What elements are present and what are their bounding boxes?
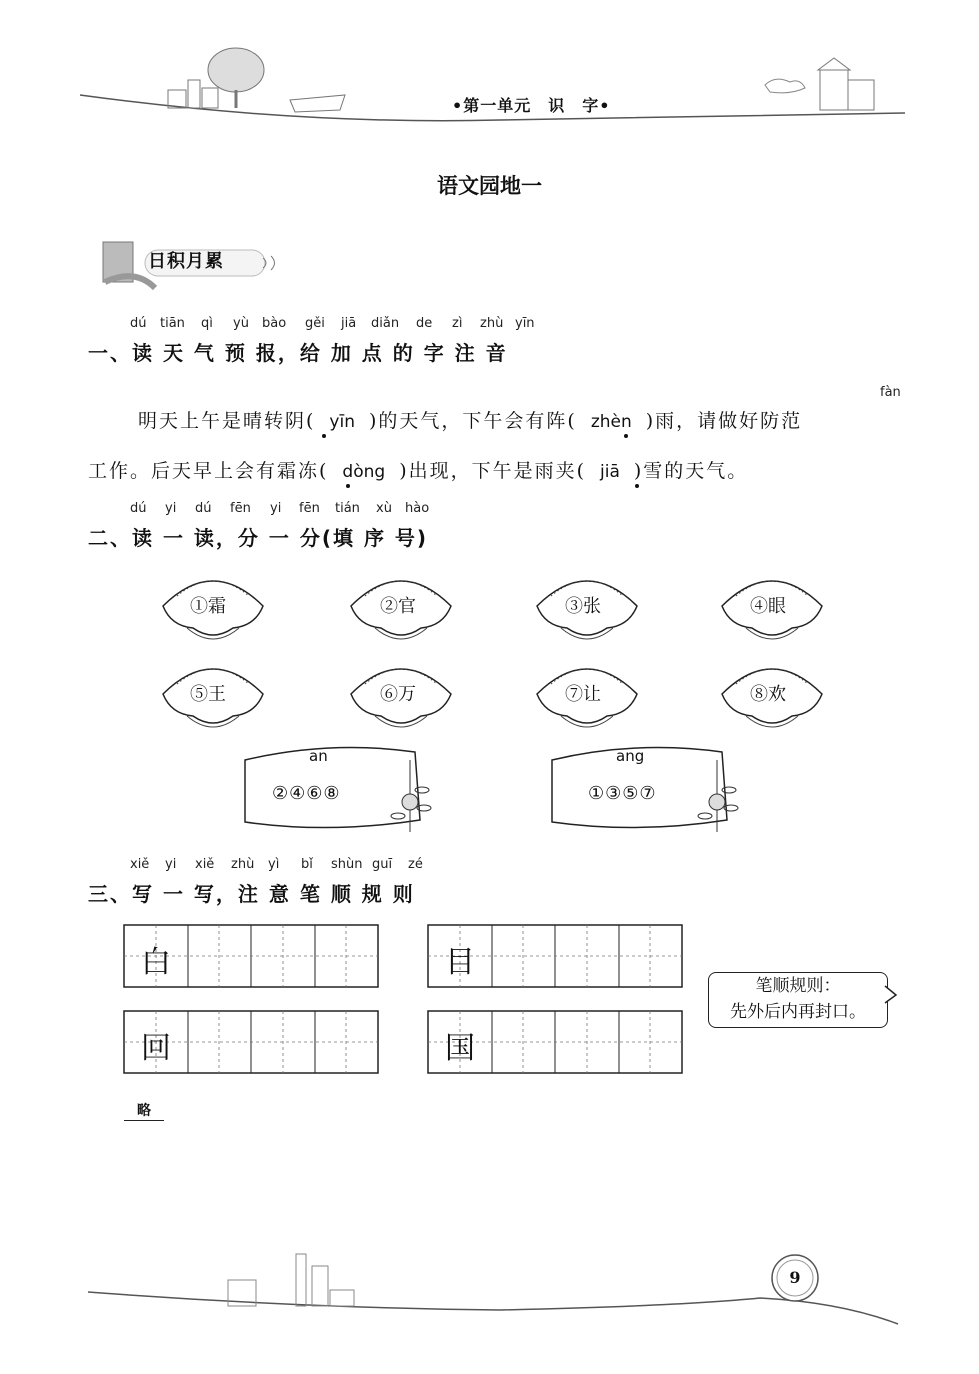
- text: )的天气，下午会有阵(: [368, 410, 577, 432]
- banner-label: 日积月累: [148, 251, 224, 272]
- text: 工作。后天早上会有霜冻(: [88, 460, 329, 482]
- fan-shapes: [0, 560, 979, 740]
- pinyin: zhù: [231, 857, 255, 872]
- pinyin: yù: [233, 316, 249, 331]
- pinyin: jiā: [341, 316, 357, 331]
- q2-title: 二、读 一 读，分 一 分(填 序 号): [88, 526, 429, 550]
- fan-label: ①霜: [190, 596, 226, 617]
- answer-yin: yīn: [329, 412, 355, 432]
- fan-label: ⑧欢: [750, 684, 786, 705]
- practice-char: 国: [445, 1031, 475, 1066]
- pinyin: xiě: [130, 857, 150, 872]
- emphasis-dot: [322, 434, 326, 438]
- footer-decoration: [0, 1240, 979, 1340]
- practice-char: 目: [445, 945, 475, 980]
- pinyin: yi: [165, 501, 177, 516]
- answer-zhen: zhèn: [590, 412, 632, 432]
- pinyin: zì: [452, 316, 463, 331]
- pinyin: diǎn: [371, 316, 400, 331]
- pinyin: bào: [262, 316, 287, 331]
- pinyin: yi: [270, 501, 282, 516]
- pinyin: qì: [201, 316, 213, 331]
- fan-label: ④眼: [750, 596, 786, 617]
- pinyin: yīn: [515, 316, 535, 331]
- oval-pinyin-an: an: [309, 747, 328, 765]
- answer-note: 略: [137, 1103, 151, 1119]
- answer-jia: jiā: [600, 462, 620, 482]
- pinyin: zhù: [480, 316, 504, 331]
- emphasis-dot: [635, 484, 639, 488]
- pinyin: bǐ: [301, 857, 313, 872]
- pinyin: de: [416, 316, 433, 331]
- pinyin: guī: [372, 857, 393, 872]
- tip-line: 先外后内再封口。: [730, 1002, 866, 1022]
- page-number: 9: [789, 1268, 801, 1287]
- fan-label: ⑤王: [190, 684, 226, 705]
- pinyin: fēn: [230, 501, 251, 516]
- pinyin: tián: [335, 501, 360, 516]
- stroke-order-tip: [708, 972, 888, 1028]
- page-title: 语文园地一: [437, 173, 542, 198]
- pinyin: xù: [376, 501, 392, 516]
- q3-title: 三、写 一 写，注 意 笔 顺 规 则: [88, 882, 415, 906]
- practice-char: 白: [141, 945, 171, 980]
- pinyin: dú: [130, 316, 147, 331]
- pinyin: dú: [130, 501, 147, 516]
- fan-label: ③张: [565, 596, 601, 617]
- oval-pinyin-ang: ang: [616, 747, 645, 765]
- text: )雪的天气。: [633, 460, 749, 482]
- q1-paragraph-line2: [88, 456, 748, 483]
- fan-pinyin: fàn: [880, 385, 901, 400]
- sorting-ovals: [0, 740, 979, 840]
- note-underline: [124, 1120, 164, 1121]
- emphasis-dot: [624, 434, 628, 438]
- q1-paragraph-line1: [138, 406, 802, 433]
- text: )出现，下午是雨夹(: [399, 460, 587, 482]
- fan-label: ⑥万: [380, 684, 416, 705]
- pinyin: xiě: [195, 857, 215, 872]
- tip-pointer: [884, 985, 898, 1005]
- fan-label: ⑦让: [565, 684, 601, 705]
- pinyin: gěi: [305, 316, 325, 331]
- answer-dong: dòng: [342, 462, 386, 482]
- pinyin: tiān: [160, 316, 185, 331]
- emphasis-dot: [346, 484, 350, 488]
- pinyin: dú: [195, 501, 212, 516]
- pinyin: hào: [405, 501, 430, 516]
- oval-answer-ang: ①③⑤⑦: [588, 783, 657, 804]
- text: )雨，请做好防范: [645, 410, 803, 432]
- pinyin: shùn: [331, 857, 363, 872]
- pinyin: yi: [165, 857, 177, 872]
- pinyin: yì: [268, 857, 280, 872]
- fan-label: ②官: [380, 596, 416, 617]
- text: 明天上午是晴转阴(: [138, 410, 316, 432]
- oval-answer-an: ②④⑥⑧: [272, 783, 341, 804]
- q1-title: 一、读 天 气 预 报，给 加 点 的 字 注 音: [88, 341, 508, 365]
- tip-line: 笔顺规则：: [755, 976, 841, 996]
- section-title: •第一单元 识 字•: [452, 96, 611, 115]
- pinyin: zé: [408, 857, 423, 872]
- practice-char: 回: [141, 1031, 171, 1066]
- pinyin: fēn: [299, 501, 320, 516]
